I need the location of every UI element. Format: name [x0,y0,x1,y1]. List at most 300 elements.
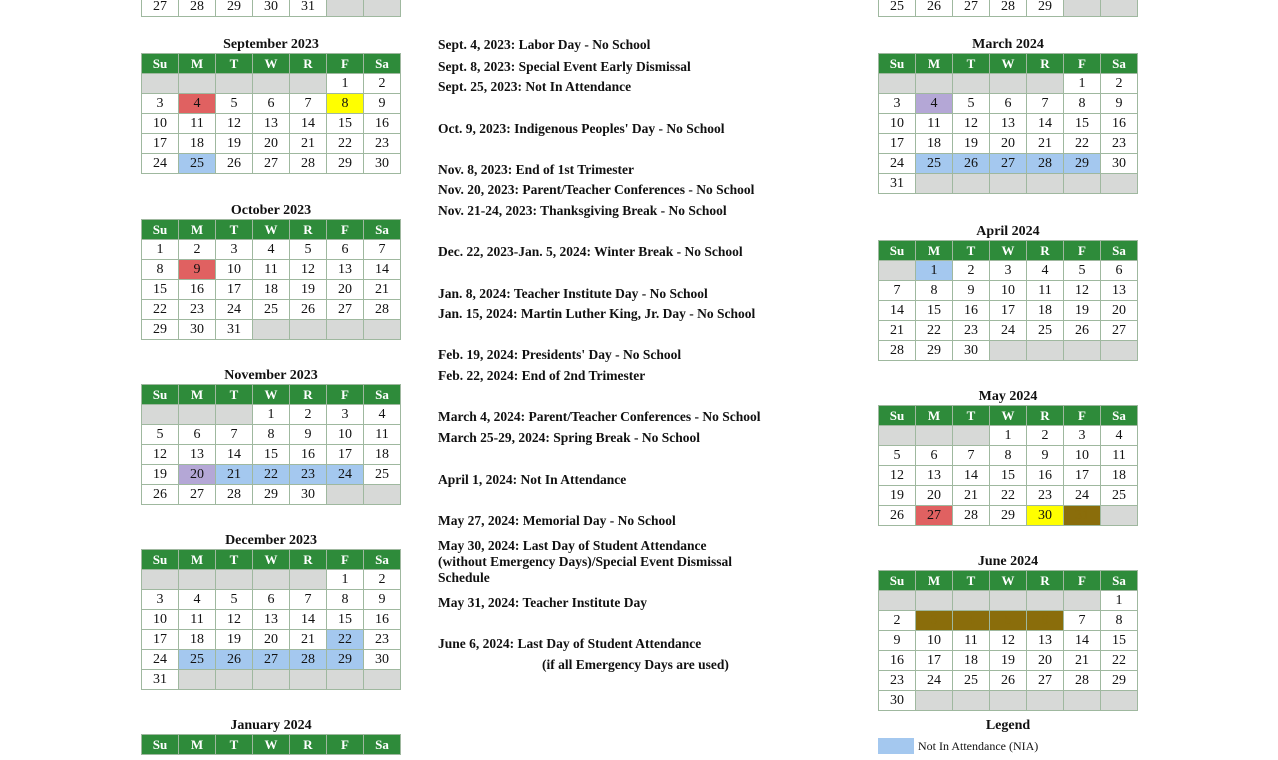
day-cell: 23 [290,465,327,485]
day-cell: 4 [364,405,401,425]
calendar-may-2024 [878,389,1138,526]
day-cell: 3 [1064,426,1101,446]
day-cell: 5 [290,240,327,260]
day-cell: 7 [953,446,990,466]
day-cell: 8 [327,94,364,114]
day-cell: 21 [1027,134,1064,154]
week-row [142,300,401,320]
weekday-header: R [290,735,327,755]
day-cell: 28 [1027,154,1064,174]
weekday-header: R [1027,241,1064,261]
day-cell: 14 [216,445,253,465]
legend-title: Legend [985,718,1031,733]
empty-cell [364,320,401,340]
day-cell: 15 [253,445,290,465]
week-row [142,670,401,690]
day-cell: 16 [364,114,401,134]
weekday-header: T [953,54,990,74]
empty-cell [916,426,953,446]
week-row [142,610,401,630]
day-cell: 9 [879,631,916,651]
weekday-header: W [253,550,290,570]
day-cell: 2 [364,74,401,94]
week-row [879,154,1138,174]
day-cell: 18 [179,134,216,154]
weekday-header: W [253,735,290,755]
day-cell: 22 [1064,134,1101,154]
weekday-header: M [916,241,953,261]
day-cell: 21 [1064,651,1101,671]
day-cell: 17 [879,134,916,154]
weekday-header: F [1064,241,1101,261]
day-cell: 19 [142,465,179,485]
event-item: May 30, 2024: Last Day of Student Attendance [438,538,707,553]
weekday-header: Su [879,406,916,426]
day-cell: 22 [1101,651,1138,671]
week-row [142,425,401,445]
week-row [879,261,1138,281]
day-cell: 19 [1064,301,1101,321]
month-title: December 2023 [225,533,317,548]
empty-cell [327,670,364,690]
empty-cell [179,405,216,425]
month-grid [878,53,1138,194]
day-cell: 13 [327,260,364,280]
day-cell: 23 [179,300,216,320]
day-cell: 18 [916,134,953,154]
empty-cell [916,74,953,94]
day-cell: 12 [953,114,990,134]
event-item: (without Emergency Days)/Special Event Dismissal [438,554,732,569]
day-cell: 2 [179,240,216,260]
empty-cell [142,570,179,590]
day-cell: 17 [142,134,179,154]
day-cell: 17 [142,630,179,650]
day-cell: 27 [179,485,216,505]
day-cell: 25 [179,154,216,174]
day-cell: 29 [916,341,953,361]
day-cell: 6 [253,94,290,114]
empty-cell [916,174,953,194]
empty-cell [364,485,401,505]
day-cell: 25 [253,300,290,320]
week-row [879,94,1138,114]
weekday-header: Su [142,220,179,240]
day-cell: 5 [990,611,1027,631]
event-item: April 1, 2024: Not In Attendance [438,472,627,487]
day-cell: 5 [1064,261,1101,281]
weekday-header: M [916,54,953,74]
day-cell: 26 [1064,321,1101,341]
empty-cell [216,74,253,94]
weekday-header: Sa [1101,571,1138,591]
legend-item [878,738,1138,754]
weekday-header: Su [142,385,179,405]
day-cell: 28 [990,0,1027,17]
day-cell: 14 [290,114,327,134]
day-cell: 7 [364,240,401,260]
day-cell: 15 [1101,631,1138,651]
day-cell: 15 [990,466,1027,486]
day-cell: 9 [290,425,327,445]
week-row [142,485,401,505]
weekday-header-row [879,406,1138,426]
empty-cell [1101,174,1138,194]
day-cell: 29 [990,506,1027,526]
weekday-header: T [953,406,990,426]
empty-cell [990,691,1027,711]
day-cell: 21 [216,465,253,485]
day-cell: 28 [216,485,253,505]
day-cell: 23 [364,134,401,154]
week-row [142,320,401,340]
weekday-header: R [290,550,327,570]
day-cell: 29 [327,650,364,670]
day-cell: 6 [327,240,364,260]
day-cell: 2 [1027,426,1064,446]
week-row [879,446,1138,466]
day-cell: 26 [142,485,179,505]
day-cell: 3 [990,261,1027,281]
month-grid [878,570,1138,711]
day-cell: 10 [879,114,916,134]
week-row [142,260,401,280]
day-cell: 30 [364,154,401,174]
day-cell: 6 [1027,611,1064,631]
day-cell: 11 [179,610,216,630]
weekday-header: R [290,385,327,405]
weekday-header: M [179,54,216,74]
day-cell: 24 [990,321,1027,341]
day-cell: 20 [253,630,290,650]
weekday-header: Sa [1101,406,1138,426]
week-row [879,671,1138,691]
day-cell: 16 [290,445,327,465]
day-cell: 7 [879,281,916,301]
day-cell: 30 [253,0,290,17]
event-item: Nov. 21-24, 2023: Thanksgiving Break - No School [438,203,727,218]
empty-cell [916,691,953,711]
weekday-header: F [1064,571,1101,591]
day-cell: 4 [179,94,216,114]
day-cell: 28 [290,154,327,174]
day-cell: 26 [290,300,327,320]
day-cell: 14 [1027,114,1064,134]
event-item: Jan. 8, 2024: Teacher Institute Day - No School [438,286,708,301]
weekday-header: Su [879,54,916,74]
month-title: January 2024 [230,718,312,733]
day-cell: 13 [253,610,290,630]
day-cell: 1 [327,74,364,94]
week-row [879,301,1138,321]
weekday-header-row [142,735,401,755]
day-cell: 25 [364,465,401,485]
weekday-header: T [216,54,253,74]
week-row [879,114,1138,134]
event-item: March 25-29, 2024: Spring Break - No School [438,430,701,445]
day-cell: 10 [142,610,179,630]
empty-cell [1064,174,1101,194]
day-cell: 14 [879,301,916,321]
day-cell: 25 [179,650,216,670]
weekday-header-row [142,54,401,74]
day-cell: 31 [1064,506,1101,526]
day-cell: 28 [879,341,916,361]
day-cell: 28 [179,0,216,17]
week-row [879,134,1138,154]
weekday-header: F [327,220,364,240]
day-cell: 22 [990,486,1027,506]
day-cell: 27 [1027,671,1064,691]
empty-cell [1027,74,1064,94]
empty-cell [253,74,290,94]
empty-cell [953,174,990,194]
day-cell: 21 [879,321,916,341]
weekday-header: W [253,385,290,405]
day-cell: 30 [290,485,327,505]
weekday-header: Su [142,735,179,755]
day-cell: 26 [953,154,990,174]
weekday-header: F [1064,54,1101,74]
weekday-header: M [179,735,216,755]
day-cell: 12 [216,610,253,630]
month-title: June 2024 [977,554,1039,569]
event-item: Feb. 19, 2024: Presidents' Day - No School [438,347,682,362]
weekday-header-row [879,54,1138,74]
legend [878,718,1138,754]
week-row [142,154,401,174]
day-cell: 1 [990,426,1027,446]
weekday-header: F [327,735,364,755]
event-item: Schedule [438,570,490,585]
day-cell: 12 [1064,281,1101,301]
day-cell: 29 [216,0,253,17]
day-cell: 31 [879,174,916,194]
day-cell: 13 [179,445,216,465]
day-cell: 21 [953,486,990,506]
day-cell: 24 [916,671,953,691]
weekday-header-row [142,550,401,570]
day-cell: 5 [142,425,179,445]
day-cell: 8 [327,590,364,610]
day-cell: 7 [290,590,327,610]
week-row [879,486,1138,506]
weekday-header: Sa [1101,54,1138,74]
weekday-header: F [327,54,364,74]
weekday-header: Su [879,241,916,261]
day-cell: 28 [953,506,990,526]
empty-cell [253,670,290,690]
weekday-header: T [216,385,253,405]
week-row [142,134,401,154]
event-item: May 27, 2024: Memorial Day - No School [438,513,676,528]
day-cell: 1 [916,261,953,281]
month-grid [141,384,401,505]
day-cell: 15 [327,610,364,630]
day-cell: 12 [990,631,1027,651]
day-cell: 3 [142,590,179,610]
weekday-header: R [1027,571,1064,591]
month-title: March 2024 [972,37,1044,52]
empty-cell [179,74,216,94]
day-cell: 1 [142,240,179,260]
day-cell: 16 [879,651,916,671]
empty-cell [179,570,216,590]
weekday-header-row [879,241,1138,261]
day-cell: 14 [364,260,401,280]
day-cell: 9 [1027,446,1064,466]
week-row [142,240,401,260]
week-row [142,280,401,300]
calendar-apr-2024 [878,224,1138,361]
empty-cell [879,591,916,611]
day-cell: 11 [179,114,216,134]
day-cell: 3 [327,405,364,425]
day-cell: 23 [364,630,401,650]
day-cell: 17 [990,301,1027,321]
day-cell: 10 [916,631,953,651]
calendar-oct-2023 [141,203,401,340]
weekday-header: R [290,54,327,74]
day-cell: 11 [253,260,290,280]
day-cell: 8 [916,281,953,301]
day-cell: 10 [142,114,179,134]
day-cell: 16 [953,301,990,321]
week-row [879,466,1138,486]
day-cell: 25 [1101,486,1138,506]
empty-cell [1064,691,1101,711]
day-cell: 30 [1027,506,1064,526]
day-cell: 11 [1101,446,1138,466]
day-cell: 7 [1027,94,1064,114]
day-cell: 4 [1101,426,1138,446]
day-cell: 30 [364,650,401,670]
day-cell: 29 [1101,671,1138,691]
day-cell: 9 [179,260,216,280]
day-cell: 26 [990,671,1027,691]
calendar-sep-2023 [141,37,401,174]
week-row [879,174,1138,194]
weekday-header: T [216,550,253,570]
week-row [142,650,401,670]
day-cell: 18 [253,280,290,300]
day-cell: 17 [1064,466,1101,486]
empty-cell [1027,341,1064,361]
day-cell: 24 [216,300,253,320]
day-cell: 3 [916,611,953,631]
day-cell: 5 [879,446,916,466]
day-cell: 2 [1101,74,1138,94]
day-cell: 25 [879,0,916,17]
day-cell: 26 [916,0,953,17]
calendar-nov-2023 [141,368,401,505]
month-grid [141,53,401,174]
day-cell: 20 [327,280,364,300]
day-cell: 28 [1064,671,1101,691]
day-cell: 7 [216,425,253,445]
day-cell: 24 [142,154,179,174]
weekday-header: Sa [364,54,401,74]
day-cell: 25 [1027,321,1064,341]
empty-cell [216,670,253,690]
month-grid [141,549,401,690]
week-row [879,321,1138,341]
event-item: June 6, 2024: Last Day of Student Attendance [438,636,702,651]
day-cell: 17 [916,651,953,671]
weekday-header: T [216,735,253,755]
day-cell: 12 [142,445,179,465]
day-cell: 14 [1064,631,1101,651]
day-cell: 19 [216,630,253,650]
day-cell: 24 [142,650,179,670]
empty-cell [1101,691,1138,711]
weekday-header: R [290,220,327,240]
day-cell: 15 [1064,114,1101,134]
empty-cell [953,426,990,446]
week-row [142,74,401,94]
day-cell: 25 [916,154,953,174]
weekday-header: R [1027,406,1064,426]
week-row [879,651,1138,671]
day-cell: 16 [1101,114,1138,134]
empty-cell [1101,341,1138,361]
day-cell: 12 [290,260,327,280]
empty-cell [1101,506,1138,526]
day-cell: 12 [216,114,253,134]
day-cell: 31 [216,320,253,340]
day-cell: 6 [1101,261,1138,281]
weekday-header: M [179,220,216,240]
day-cell: 25 [953,671,990,691]
weekday-header: T [953,241,990,261]
day-cell: 8 [1101,611,1138,631]
empty-cell [953,691,990,711]
event-item: March 4, 2024: Parent/Teacher Conferences - No School [438,409,761,424]
calendar-jan-2024 [141,718,401,755]
day-cell: 16 [179,280,216,300]
day-cell: 20 [1027,651,1064,671]
month-title: May 2024 [978,389,1038,404]
week-row [142,405,401,425]
event-item: Jan. 15, 2024: Martin Luther King, Jr. Day - No School [438,306,756,321]
calendar-aug-2023 [141,0,401,17]
week-row [879,506,1138,526]
day-cell: 14 [953,466,990,486]
day-cell: 6 [916,446,953,466]
week-row [879,341,1138,361]
event-item: Sept. 25, 2023: Not In Attendance [438,79,632,94]
empty-cell [1064,591,1101,611]
month-grid [878,405,1138,526]
empty-cell [253,320,290,340]
legend-label: Not In Attendance (NIA) [918,738,1039,753]
day-cell: 1 [327,570,364,590]
empty-cell [327,320,364,340]
day-cell: 24 [327,465,364,485]
day-cell: 2 [953,261,990,281]
day-cell: 29 [253,485,290,505]
day-cell: 18 [953,651,990,671]
day-cell: 19 [290,280,327,300]
empty-cell [953,591,990,611]
month-grid [141,734,401,755]
empty-cell [1027,691,1064,711]
week-row [142,94,401,114]
day-cell: 13 [916,466,953,486]
calendar-jun-2024 [878,554,1138,711]
week-row [142,590,401,610]
weekday-header: W [990,54,1027,74]
